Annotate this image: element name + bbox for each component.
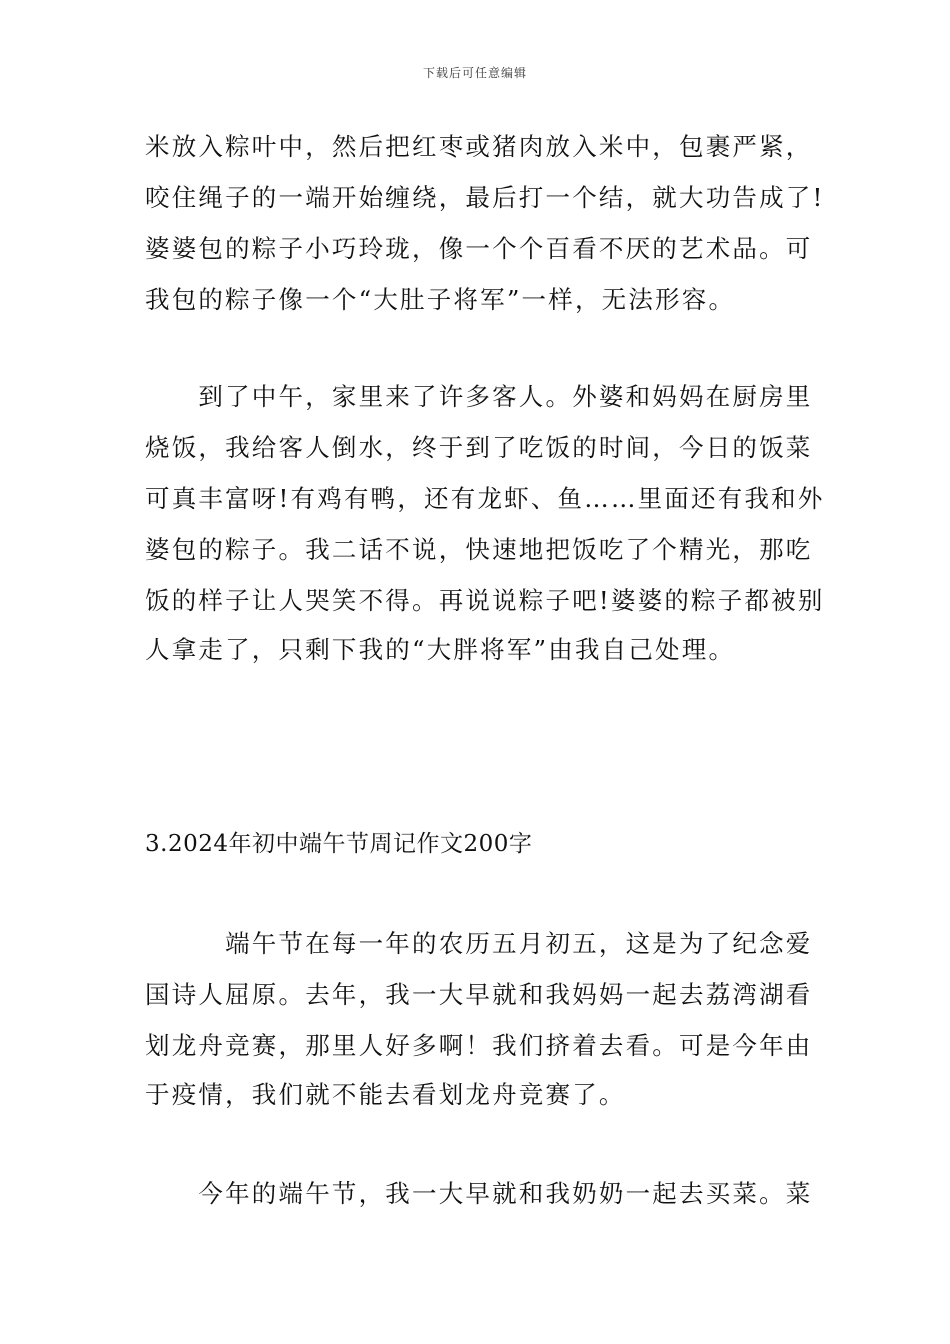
text-line: 到了中午，家里来了许多客人。外婆和妈妈在厨房里: [145, 382, 813, 411]
section-heading: 3.2024年初中端午节周记作文200字: [145, 831, 533, 857]
text-line: 国诗人屈原。去年，我一大早就和我妈妈一起去荔湾湖看: [145, 980, 813, 1009]
text-line: 婆包的粽子。我二话不说，快速地把饭吃了个精光，那吃: [145, 535, 813, 564]
text-line: 我包的粽子像一个“大肚子将军”一样，无法形容。: [145, 285, 736, 314]
page-header: 下载后可任意编辑: [422, 66, 527, 80]
text-line: 婆婆包的粽子小巧玲珑，像一个个百看不厌的艺术品。可: [145, 234, 813, 263]
text-line: 于疫情，我们就不能去看划龙舟竞赛了。: [145, 1080, 626, 1109]
text-line: 端午节在每一年的农历五月初五，这是为了纪念爱: [145, 929, 813, 958]
text-line: 人拿走了，只剩下我的“大胖将军”由我自己处理。: [145, 635, 736, 664]
text-line: 可真丰富呀!有鸡有鸭，还有龙虾、鱼……里面还有我和外: [145, 484, 825, 513]
text-line: 划龙舟竞赛，那里人好多啊！我们挤着去看。可是今年由: [145, 1031, 813, 1060]
text-line: 米放入粽叶中，然后把红枣或猪肉放入米中，包裹严紧，: [145, 132, 813, 161]
text-line: 饭的样子让人哭笑不得。再说说粽子吧!婆婆的粽子都被别: [145, 586, 825, 615]
text-line: 咬住绳子的一端开始缠绕，最后打一个结，就大功告成了!: [145, 183, 825, 212]
text-line: 烧饭，我给客人倒水，终于到了吃饭的时间，今日的饭菜: [145, 433, 813, 462]
text-line: 今年的端午节，我一大早就和我奶奶一起去买菜。菜: [145, 1179, 813, 1208]
